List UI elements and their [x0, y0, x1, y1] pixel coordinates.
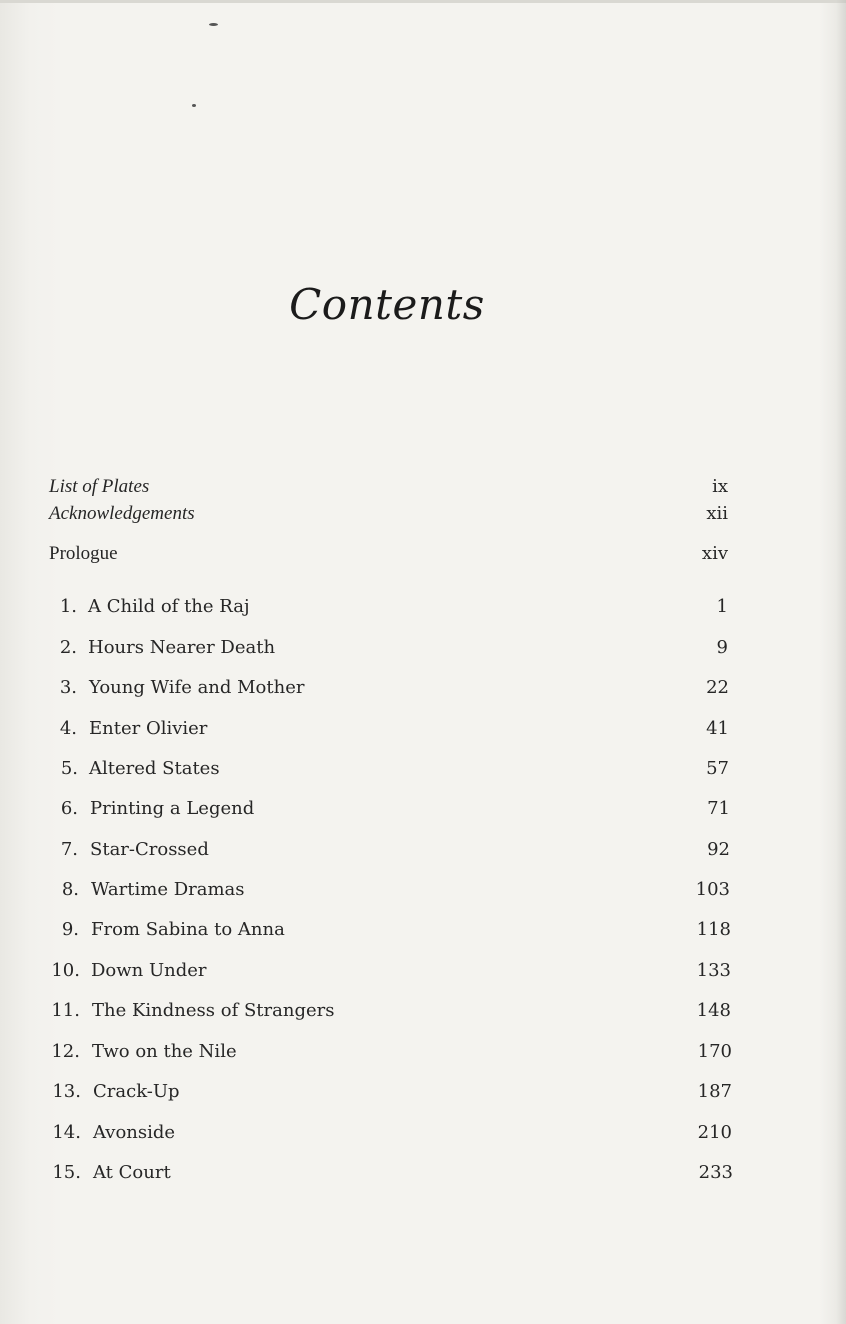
toc-chapter-page: 233: [698, 1162, 733, 1183]
toc-chapter-number: 10.: [51, 960, 80, 981]
toc-chapter-title: Down Under: [91, 960, 207, 981]
toc-chapter-page: 170: [697, 1041, 732, 1062]
toc-chapter-row: [0, 596, 846, 626]
toc-chapter-page: 148: [696, 1000, 731, 1021]
toc-chapter-row: [0, 1041, 846, 1071]
toc-chapter-number: 6.: [60, 798, 78, 819]
toc-chapter-title: Young Wife and Mother: [89, 677, 305, 698]
toc-chapter-number: 1.: [59, 596, 77, 617]
toc-chapter-page: 103: [695, 879, 730, 900]
toc-entry-page: ix: [712, 476, 728, 497]
toc-chapter-row: [0, 919, 846, 949]
toc-chapter-row: [0, 798, 846, 828]
toc-chapter-title: Printing a Legend: [90, 798, 255, 819]
toc-chapter-title: Hours Nearer Death: [88, 637, 276, 658]
toc-chapter-page: 118: [696, 919, 731, 940]
toc-chapter-number: 4.: [59, 718, 77, 739]
toc-chapter-number: 7.: [60, 839, 78, 860]
toc-chapter-title: Star-Crossed: [90, 839, 209, 860]
toc-chapter-page: 92: [707, 839, 730, 860]
toc-chapter-title: Avonside: [93, 1122, 176, 1143]
toc-chapter-title: At Court: [93, 1162, 171, 1183]
toc-chapter-title: A Child of the Raj: [88, 596, 250, 617]
toc-chapter-title: Enter Olivier: [89, 718, 208, 739]
toc-chapter-number: 9.: [61, 919, 79, 940]
toc-chapter-title: Altered States: [89, 758, 220, 779]
toc-chapter-title: Two on the Nile: [92, 1041, 237, 1062]
toc-entry-page: xiv: [701, 543, 728, 564]
toc-chapter-number: 2.: [59, 637, 77, 658]
toc-entry-list-of-plates: [0, 476, 846, 506]
toc-chapter-title: Crack-Up: [93, 1081, 180, 1102]
toc-chapter-page: 1: [716, 596, 728, 617]
toc-chapter-page: 210: [697, 1122, 732, 1143]
toc-chapter-title: From Sabina to Anna: [91, 919, 285, 940]
page-title: Contents: [289, 280, 485, 329]
toc-chapter-row: [0, 839, 846, 869]
print-speck: [209, 23, 218, 26]
toc-entry-prologue: [0, 543, 846, 573]
toc-entry-label: List of Plates: [49, 476, 150, 497]
toc-chapter-row: [0, 1000, 846, 1030]
toc-entry-label: Prologue: [49, 543, 118, 564]
toc-chapter-row: [0, 1122, 846, 1152]
toc-entry-acknowledgements: [0, 503, 846, 533]
toc-chapter-number: 5.: [60, 758, 78, 779]
toc-chapter-row: [0, 677, 846, 707]
toc-chapter-page: 9: [716, 637, 728, 658]
toc-chapter-title: Wartime Dramas: [91, 879, 245, 900]
toc-chapter-number: 12.: [51, 1041, 80, 1062]
toc-chapter-number: 13.: [52, 1081, 81, 1102]
toc-chapter-row: [0, 1162, 846, 1192]
toc-chapter-number: 14.: [52, 1122, 81, 1143]
toc-chapter-number: 15.: [52, 1162, 81, 1183]
toc-chapter-row: [0, 758, 846, 788]
toc-entry-label: Acknowledgements: [49, 503, 195, 524]
toc-entry-page: xii: [706, 503, 728, 524]
toc-chapter-row: [0, 637, 846, 667]
toc-chapter-page: 22: [706, 677, 729, 698]
toc-chapter-page: 71: [707, 798, 730, 819]
toc-chapter-number: 11.: [51, 1000, 80, 1021]
toc-chapter-row: [0, 879, 846, 909]
toc-chapter-page: 187: [697, 1081, 732, 1102]
toc-chapter-row: [0, 960, 846, 990]
toc-chapter-row: [0, 1081, 846, 1111]
toc-chapter-page: 41: [706, 718, 729, 739]
toc-chapter-page: 57: [706, 758, 729, 779]
toc-chapter-number: 8.: [61, 879, 79, 900]
toc-chapter-row: [0, 718, 846, 748]
print-speck: [192, 104, 196, 107]
toc-chapter-page: 133: [696, 960, 731, 981]
toc-chapter-title: The Kindness of Strangers: [92, 1000, 335, 1021]
toc-chapter-number: 3.: [59, 677, 77, 698]
